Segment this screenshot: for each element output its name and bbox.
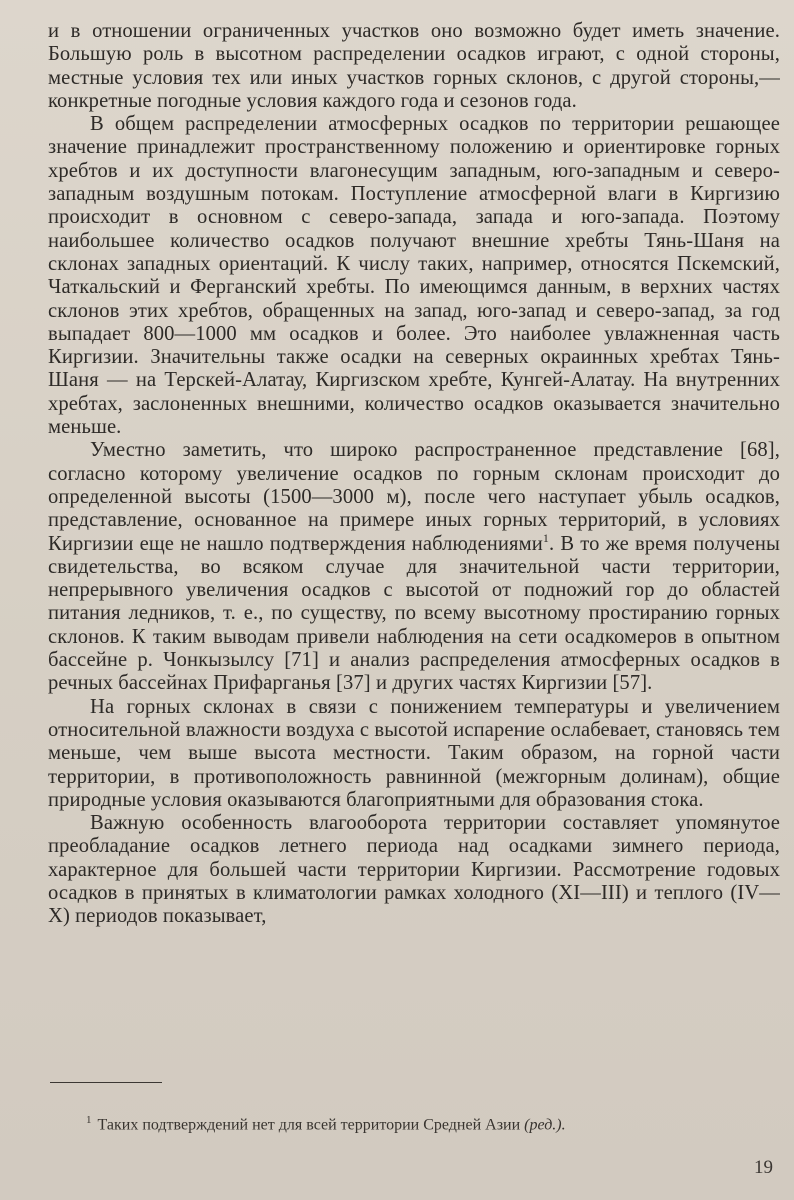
paragraph-3-part-1: Уместно заметить, что широко распространенное представление [68], согласно которому увеличение осадков по горным склонам происходит до определенной высоты (1500—3000 м), после чего наступает убыль осадков, представление, основанное на примере иных горных территорий, в условиях Киргизии еще не нашло подтверждения наблюдениями [48,439,780,555]
footnote-reference: 1 [542,530,549,545]
paragraph-5: Важную особенность влагооборота территории составляет упомянутое преобладание осадков летнего периода над осадками зимнего периода, характерное для большей части территории Киргизии. Рассмотрение годовых осадков в принятых в климатологии рамках холодного (XI—III) и теплого (IV—X) периодов показывает, [48,812,780,928]
paragraph-3-part-2: . В то же время получены свидетельства, во всяком случае для значительной части территории, непрерывного увеличения осадков с высотой от подножий гор до областей питания ледников, т. е., по существу, по всему высотному простиранию горных склонов. К таким выводам привели наблюдения на сети осадкомеров в опытном бассейне р. Чонкызылсу [71] и анализ распределения атмосферных осадков в речных бассейнах Прифарганья [37] и других частях Киргизии [57]. [48,532,780,695]
paragraph-4: На горных склонах в связи с понижением температуры и увеличением относительной влажности воздуха с высотой испарение ослабевает, становясь тем меньше, чем выше высота местности. Таким образом, на горной части территории, в противоположность равнинной (межгорным долинам), общие природные условия оказываются благоприятными для образования стока. [48,695,780,811]
page-number: 19 [754,1157,773,1178]
footnote-text: Таких подтверждений нет для всей территории Средней Азии [97,1116,521,1134]
footnote-mark: 1 [86,1114,92,1126]
paragraph-continuation: и в отношении ограниченных участков оно возможно будет иметь значение. Большую роль в высотном распределении осадков играют, с одной стороны, местные условия тех или иных участков горных склонов, с другой стороны,— конкретные погодные условия каждого года и сезонов года. [48,20,780,112]
paragraph-3 [48,439,780,695]
paragraph-2: В общем распределении атмосферных осадков по территории решающее значение принадлежит пространственному положению и ориентировке горных хребтов и их доступности влагонесущим западным, юго-западным и северо-западным воздушным потокам. Поступление атмосферной влаги в Киргизию происходит в основном с северо-запада, запада и юго-запада. Поэтому наибольшее количество осадков получают внешние хребты Тянь-Шаня на склонах западных ориентаций. К числу таких, например, относятся Пскемский, Чаткальский и Ферганский хребты. По имеющимся данным, в верхних частях склонов этих хребтов, обращенных на запад, юго-запад и северо-запад, за год выпадает 800—1000 мм осадков и более. Это наиболее увлажненная часть Киргизии. Значительны также осадки на северных окраинных хребтах Тянь-Шаня — на Терскей-Алатау, Киргизском хребте, Кунгей-Алатау. На внутренних хребтах, заслоненных внешними, количество осадков оказывается значительно меньше. [48,113,780,439]
footnote-divider [50,1082,162,1083]
footnote-editor-note: (ред.). [524,1116,566,1134]
footnote [86,1110,746,1135]
body-text [48,20,780,929]
